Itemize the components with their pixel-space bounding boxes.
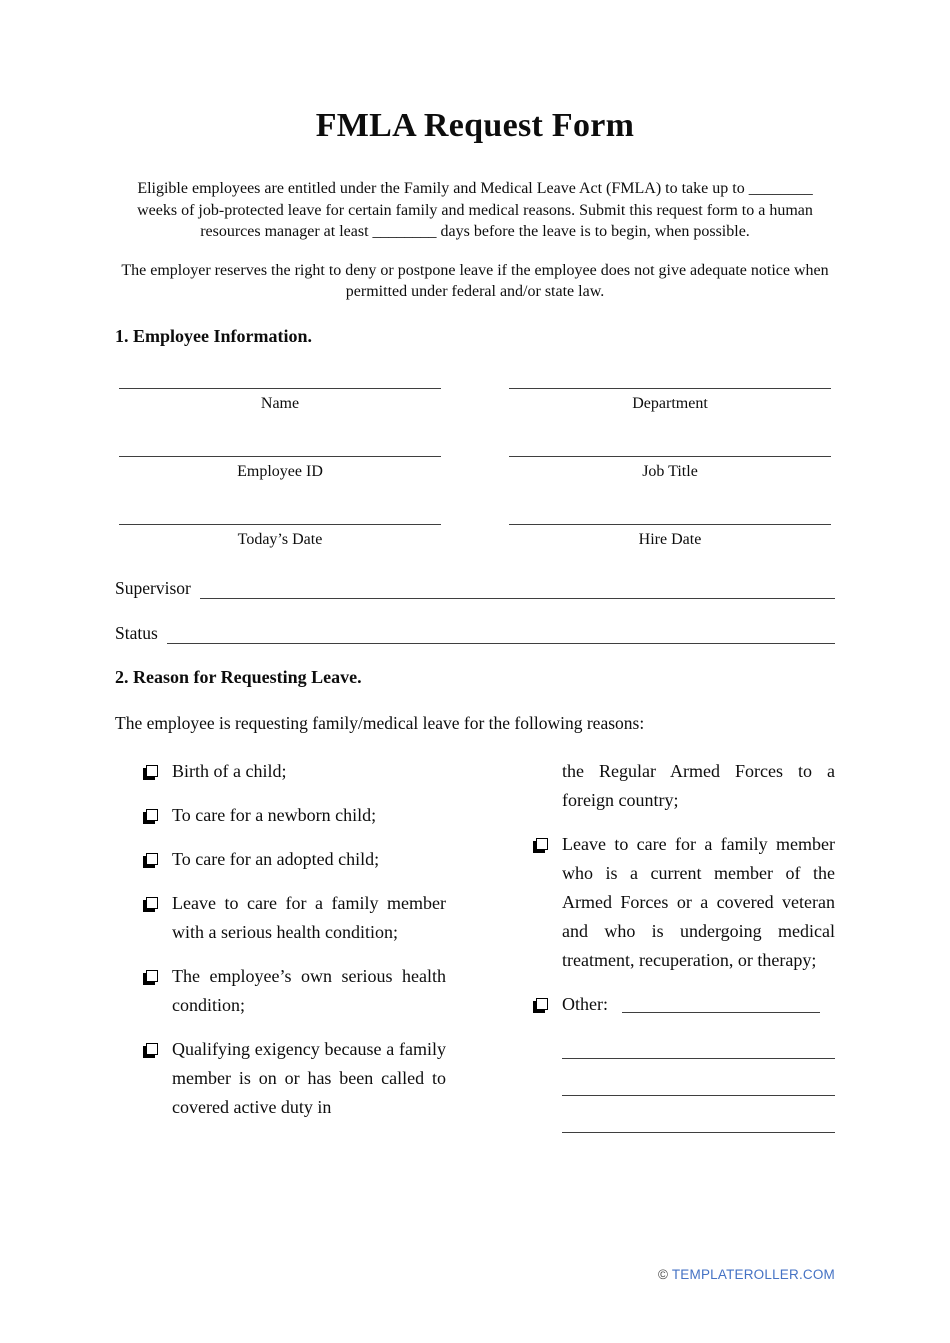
status-field [115, 617, 835, 644]
checkbox-item-own-health [145, 962, 446, 1020]
other-input-line[interactable] [622, 998, 820, 1013]
checkbox-item-label: Qualifying exigency because a family member is on or has been called to covered active duty in [172, 1038, 446, 1117]
checkbox-item-newborn [145, 801, 446, 830]
checkbox-item-label: Leave to care for a family member with a serious health condition; [172, 892, 446, 942]
other-label: Other: [562, 993, 608, 1014]
hire-date-field-label: Hire Date [638, 530, 702, 548]
employee-id-field [119, 456, 441, 482]
checkbox-item-family-member-health [145, 889, 446, 947]
hire-date-field [509, 524, 831, 550]
section-2-heading: 2. Reason for Requesting Leave. [115, 666, 362, 687]
checkbox-item-label: The employee’s own serious health condition; [172, 965, 446, 1015]
other-extra-line-3[interactable] [562, 1096, 835, 1133]
checkbox-item-label: Birth of a child; [172, 760, 287, 781]
footer [658, 1267, 835, 1283]
notice-paragraph: The employer reserves the right to deny or postpone leave if the employee does not give adequate notice when permitted under federal and/or state law. [121, 261, 829, 300]
job-title-field-label: Job Title [642, 462, 698, 480]
checkbox-item-other [535, 990, 835, 1019]
checkbox-item-label: To care for an adopted child; [172, 848, 380, 869]
checkbox-icon[interactable] [146, 1043, 158, 1055]
name-field [119, 388, 441, 414]
checkbox-icon[interactable] [146, 970, 158, 982]
checkbox-icon[interactable] [146, 765, 158, 777]
reasons-column-left [145, 757, 446, 1137]
copyright-symbol: © [657, 1267, 669, 1282]
checkbox-item-label: Leave to care for a family member who is a current member of the Armed Forces or a covered veteran and who is undergoing medical treatment, recuperation, or therapy; [562, 833, 835, 970]
reasons-lead-text: The employee is requesting family/medical leave for the following reasons: [115, 712, 645, 733]
reasons-columns [115, 757, 835, 1137]
todays-date-field [119, 524, 441, 550]
checkbox-icon[interactable] [146, 809, 158, 821]
supervisor-input-line[interactable] [200, 572, 835, 599]
other-extra-line-2[interactable] [562, 1059, 835, 1096]
reasons-column-right [535, 757, 835, 1137]
checkbox-icon[interactable] [536, 838, 548, 850]
status-label: Status [115, 622, 158, 643]
section-1-heading: 1. Employee Information. [115, 325, 312, 346]
page-title: FMLA Request Form [315, 107, 635, 144]
checkbox-icon[interactable] [146, 853, 158, 865]
status-input-line[interactable] [167, 617, 835, 644]
supervisor-field [115, 572, 835, 599]
supervisor-label: Supervisor [115, 577, 191, 598]
qualifying-exigency-continuation: the Regular Armed Forces to a foreign country; [562, 760, 835, 810]
department-field [509, 388, 831, 414]
employee-id-field-label: Employee ID [237, 462, 323, 480]
checkbox-item-birth [145, 757, 446, 786]
other-extra-line-1[interactable] [562, 1034, 835, 1059]
intro-paragraph: Eligible employees are entitled under the Family and Medical Leave Act (FMLA) to take up to ________ weeks of job-protected leave for certain family and medical reasons. Submit this request form to a human resources manager at least ________ days before the leave is to begin, when possible. [137, 180, 813, 240]
checkbox-icon[interactable] [536, 998, 548, 1010]
checkbox-icon[interactable] [146, 897, 158, 909]
todays-date-field-label: Today’s Date [237, 530, 323, 548]
job-title-field [509, 456, 831, 482]
department-field-label: Department [632, 394, 708, 412]
templateroller-link[interactable]: TEMPLATEROLLER.COM [671, 1267, 835, 1282]
name-field-label: Name [260, 394, 300, 412]
checkbox-item-armed-forces-care [535, 830, 835, 975]
checkbox-item-adopted [145, 845, 446, 874]
checkbox-item-qualifying-exigency [145, 1035, 446, 1122]
checkbox-item-label: To care for a newborn child; [172, 804, 377, 825]
employee-info-grid [115, 388, 835, 550]
